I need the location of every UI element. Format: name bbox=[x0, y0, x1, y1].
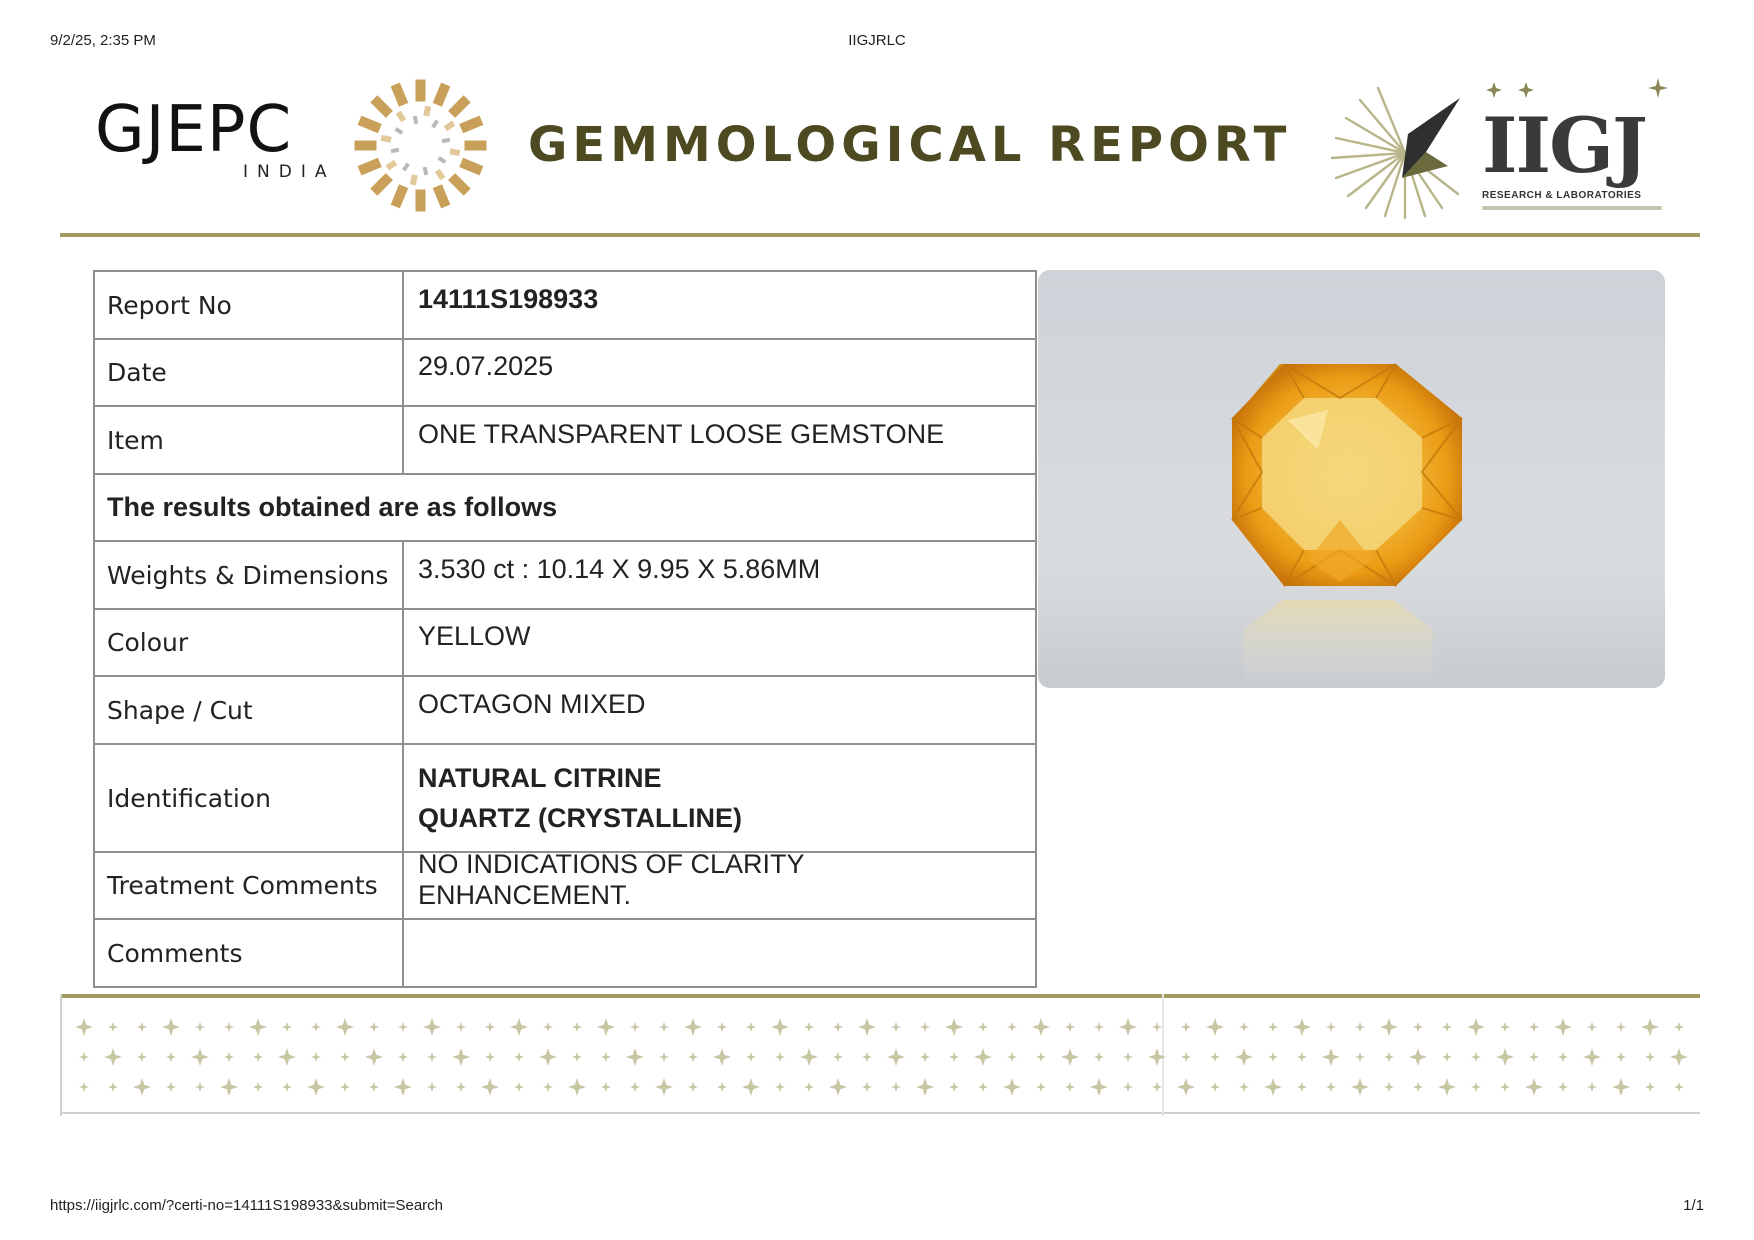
sparkle-icon bbox=[1123, 1082, 1133, 1092]
iigj-wordmark: IIGJ bbox=[1482, 101, 1646, 190]
sparkle-icon bbox=[1409, 1048, 1427, 1066]
sparkle-icon bbox=[394, 1078, 412, 1096]
sparkle-icon bbox=[1210, 1052, 1220, 1062]
sparkle-icon bbox=[572, 1022, 582, 1032]
print-footer bbox=[50, 1197, 1704, 1217]
identification-value bbox=[403, 744, 1036, 852]
sparkle-icon bbox=[340, 1052, 350, 1062]
sparkle-icon bbox=[688, 1082, 698, 1092]
sparkle-icon bbox=[253, 1082, 263, 1092]
weights-value: 3.530 ct : 10.14 X 9.95 X 5.86MM bbox=[418, 553, 821, 584]
item-value: ONE TRANSPARENT LOOSE GEMSTONE bbox=[418, 418, 945, 449]
sparkle-icon bbox=[336, 1018, 354, 1036]
sparkle-icon bbox=[1467, 1018, 1485, 1036]
sparkle-icon bbox=[1003, 1078, 1021, 1096]
sparkle-icon bbox=[833, 1052, 843, 1062]
sparkle-icon bbox=[891, 1022, 901, 1032]
shape-value: OCTAGON MIXED bbox=[418, 688, 646, 719]
sparkle-icon bbox=[1032, 1018, 1050, 1036]
sparkle-icon bbox=[572, 1052, 582, 1062]
sparkle-icon bbox=[945, 1018, 963, 1036]
sparkle-icon bbox=[804, 1022, 814, 1032]
sparkle-icon bbox=[195, 1022, 205, 1032]
sparkle-icon bbox=[1206, 1018, 1224, 1036]
sparkle-icon bbox=[1384, 1052, 1394, 1062]
print-url: https://iigjrlc.com/?certi-no=14111S198933&submit=Search bbox=[50, 1197, 443, 1214]
sparkle-icon bbox=[1355, 1052, 1365, 1062]
iigj-starburst-icon bbox=[1330, 78, 1480, 223]
decorative-star-pattern bbox=[60, 994, 1700, 1116]
sparkle-icon bbox=[800, 1048, 818, 1066]
sparkle-icon bbox=[1210, 1082, 1220, 1092]
sparkle-icon bbox=[485, 1022, 495, 1032]
table-row bbox=[94, 541, 1036, 609]
sparkle-icon bbox=[75, 1018, 93, 1036]
sparkle-icon bbox=[1326, 1082, 1336, 1092]
sparkle-icon bbox=[1036, 1052, 1046, 1062]
sparkle-icon bbox=[858, 1018, 876, 1036]
sparkle-icon bbox=[891, 1082, 901, 1092]
sparkle-icon bbox=[427, 1052, 437, 1062]
sparkle-icon bbox=[601, 1082, 611, 1092]
print-header bbox=[50, 32, 1704, 52]
sparkle-icon bbox=[771, 1018, 789, 1036]
sparkle-icon bbox=[137, 1022, 147, 1032]
sparkle-icon bbox=[481, 1078, 499, 1096]
gjepc-subtitle: INDIA bbox=[243, 162, 336, 182]
sparkle-icon bbox=[1384, 1082, 1394, 1092]
date-value: 29.07.2025 bbox=[418, 351, 554, 381]
sparkle-icon bbox=[485, 1052, 495, 1062]
sparkle-icon bbox=[1094, 1052, 1104, 1062]
treatment-value: NO INDICATIONS OF CLARITY ENHANCEMENT. bbox=[418, 848, 805, 910]
weights-label: Weights & Dimensions bbox=[94, 541, 403, 609]
sparkle-icon bbox=[1264, 1078, 1282, 1096]
table-row bbox=[94, 852, 1036, 919]
treatment-label: Treatment Comments bbox=[94, 852, 403, 919]
sparkle-icon bbox=[282, 1022, 292, 1032]
sparkle-icon bbox=[133, 1078, 151, 1096]
sparkle-icon bbox=[1583, 1048, 1601, 1066]
sparkle-icon bbox=[1554, 1018, 1572, 1036]
print-date: 9/2/25, 2:35 PM bbox=[50, 32, 156, 49]
sparkle-icon bbox=[137, 1052, 147, 1062]
sparkle-icon bbox=[1152, 1082, 1162, 1092]
header-divider bbox=[60, 233, 1700, 237]
sparkle-icon bbox=[1558, 1052, 1568, 1062]
sparkle-icon bbox=[1181, 1052, 1191, 1062]
sparkle-icon bbox=[684, 1018, 702, 1036]
sparkle-icon bbox=[398, 1052, 408, 1062]
sparkle-icon bbox=[1645, 1052, 1655, 1062]
sparkle-icon bbox=[1645, 1082, 1655, 1092]
sparkle-icon bbox=[108, 1082, 118, 1092]
sparkle-icon bbox=[162, 1018, 180, 1036]
sparkle-icon bbox=[108, 1022, 118, 1032]
sparkle-icon bbox=[1500, 1022, 1510, 1032]
sparkle-icon bbox=[423, 1018, 441, 1036]
shape-label: Shape / Cut bbox=[94, 676, 403, 744]
table-row bbox=[94, 474, 1036, 541]
star-pattern-row bbox=[75, 1018, 1688, 1096]
sparkle-icon bbox=[543, 1082, 553, 1092]
sparkle-icon bbox=[1297, 1052, 1307, 1062]
sparkle-icon bbox=[688, 1052, 698, 1062]
sparkle-icon bbox=[1061, 1048, 1079, 1066]
date-label: Date bbox=[94, 339, 403, 406]
sparkle-icon bbox=[1616, 1022, 1626, 1032]
table-row bbox=[94, 339, 1036, 406]
sparkle-icon bbox=[79, 1082, 89, 1092]
report-no-value: 14111S198933 bbox=[418, 283, 599, 314]
sparkle-icon bbox=[311, 1052, 321, 1062]
sparkle-icon bbox=[775, 1082, 785, 1092]
report-title: GEMMOLOGICAL REPORT bbox=[528, 117, 1292, 173]
sparkle-icon bbox=[191, 1048, 209, 1066]
sparkle-icon bbox=[514, 1052, 524, 1062]
sparkle-icon bbox=[1471, 1082, 1481, 1092]
sparkle-icon bbox=[369, 1022, 379, 1032]
sparkle-icon bbox=[626, 1048, 644, 1066]
sparkle-icon bbox=[1442, 1052, 1452, 1062]
sparkle-icon bbox=[1065, 1082, 1075, 1092]
sparkle-icon bbox=[1235, 1048, 1253, 1066]
table-row bbox=[94, 271, 1036, 339]
sparkle-icon bbox=[713, 1048, 731, 1066]
iigj-logo bbox=[1330, 78, 1670, 223]
sparkle-icon bbox=[974, 1048, 992, 1066]
sparkle-icon bbox=[278, 1048, 296, 1066]
sparkle-icon bbox=[1326, 1022, 1336, 1032]
colour-value: YELLOW bbox=[418, 621, 531, 651]
sparkle-icon bbox=[166, 1082, 176, 1092]
sparkle-icon bbox=[746, 1052, 756, 1062]
sparkle-icon bbox=[1119, 1018, 1137, 1036]
sparkle-icon bbox=[1674, 1022, 1684, 1032]
gjepc-wordmark: GJEPC bbox=[95, 93, 293, 167]
sparkle-icon bbox=[1355, 1022, 1365, 1032]
sparkle-icon bbox=[775, 1052, 785, 1062]
table-row bbox=[94, 919, 1036, 987]
table-row bbox=[94, 676, 1036, 744]
sparkle-icon bbox=[398, 1022, 408, 1032]
sparkle-icon bbox=[717, 1082, 727, 1092]
sparkle-icon bbox=[887, 1048, 905, 1066]
sparkle-icon bbox=[340, 1082, 350, 1092]
sparkle-icon bbox=[1641, 1018, 1659, 1036]
sparkle-icon bbox=[1123, 1052, 1133, 1062]
sparkle-icon bbox=[1442, 1022, 1452, 1032]
sparkle-icon bbox=[1413, 1082, 1423, 1092]
sparkle-icon bbox=[1152, 1022, 1162, 1032]
sparkle-icon bbox=[1612, 1078, 1630, 1096]
sparkle-icon bbox=[1268, 1052, 1278, 1062]
sparkle-icon bbox=[1177, 1078, 1195, 1096]
sparkle-icon bbox=[1181, 1022, 1191, 1032]
sparkle-icon bbox=[1297, 1082, 1307, 1092]
sparkle-icon bbox=[369, 1082, 379, 1092]
sparkle-icon bbox=[514, 1082, 524, 1092]
sparkle-icon bbox=[282, 1082, 292, 1092]
sparkle-icon bbox=[1529, 1052, 1539, 1062]
sparkle-icon bbox=[543, 1022, 553, 1032]
sparkle-icon bbox=[1239, 1082, 1249, 1092]
sparkle-icon bbox=[224, 1052, 234, 1062]
sparkle-icon bbox=[916, 1078, 934, 1096]
report-no-label: Report No bbox=[94, 271, 403, 339]
sparkle-icon bbox=[1471, 1052, 1481, 1062]
sparkle-icon bbox=[920, 1022, 930, 1032]
sparkle-icon bbox=[307, 1078, 325, 1096]
sparkle-icon bbox=[1065, 1022, 1075, 1032]
results-heading: The results obtained are as follows bbox=[94, 474, 1036, 541]
sparkle-icon bbox=[597, 1018, 615, 1036]
sparkle-icon bbox=[601, 1052, 611, 1062]
gemstone-photo bbox=[1038, 270, 1665, 688]
sparkle-icon bbox=[166, 1052, 176, 1062]
table-row bbox=[94, 744, 1036, 852]
identification-label: Identification bbox=[94, 744, 403, 852]
sparkle-icon bbox=[1351, 1078, 1369, 1096]
sparkle-icon bbox=[630, 1082, 640, 1092]
sparkle-icon bbox=[1587, 1082, 1597, 1092]
sparkle-icon bbox=[746, 1022, 756, 1032]
sparkle-icon bbox=[568, 1078, 586, 1096]
sparkle-icon bbox=[452, 1048, 470, 1066]
sparkle-icon bbox=[1670, 1048, 1688, 1066]
sparkle-icon bbox=[1616, 1052, 1626, 1062]
sparkle-icon bbox=[833, 1022, 843, 1032]
sparkle-icon bbox=[1438, 1078, 1456, 1096]
sparkle-icon bbox=[630, 1022, 640, 1032]
sparkle-icon bbox=[1558, 1082, 1568, 1092]
sparkle-icon bbox=[220, 1078, 238, 1096]
sparkle-icon bbox=[195, 1082, 205, 1092]
sparkle-icon bbox=[949, 1052, 959, 1062]
comments-value bbox=[403, 919, 1036, 987]
sparkle-icon bbox=[978, 1022, 988, 1032]
sparkle-icon bbox=[949, 1082, 959, 1092]
gjepc-emblem-icon bbox=[353, 78, 488, 213]
sparkle-icon bbox=[311, 1022, 321, 1032]
identification-line-2: QUARTZ (CRYSTALLINE) bbox=[418, 803, 742, 833]
sparkle-icon bbox=[104, 1048, 122, 1066]
gjepc-logo bbox=[95, 78, 495, 208]
sparkle-icon bbox=[742, 1078, 760, 1096]
sparkle-icon bbox=[1413, 1022, 1423, 1032]
sparkle-icon bbox=[1036, 1082, 1046, 1092]
colour-label: Colour bbox=[94, 609, 403, 676]
item-label: Item bbox=[94, 406, 403, 474]
sparkle-icon bbox=[1094, 1022, 1104, 1032]
table-row bbox=[94, 609, 1036, 676]
octagon-gemstone-image bbox=[1038, 270, 1665, 688]
table-row bbox=[94, 406, 1036, 474]
print-page-number: 1/1 bbox=[1683, 1197, 1704, 1214]
sparkle-icon bbox=[249, 1018, 267, 1036]
sparkle-icon bbox=[920, 1052, 930, 1062]
sparkle-icon bbox=[659, 1022, 669, 1032]
sparkle-icon bbox=[224, 1022, 234, 1032]
sparkle-icon bbox=[456, 1082, 466, 1092]
sparkle-icon bbox=[655, 1078, 673, 1096]
sparkle-icon bbox=[659, 1052, 669, 1062]
sparkle-icon bbox=[510, 1018, 528, 1036]
sparkle-icon bbox=[1529, 1022, 1539, 1032]
sparkle-icon bbox=[1293, 1018, 1311, 1036]
sparkle-icon bbox=[253, 1052, 263, 1062]
sparkle-icon bbox=[829, 1078, 847, 1096]
comments-label: Comments bbox=[94, 919, 403, 987]
print-title: IIGJRLC bbox=[848, 32, 906, 49]
sparkle-icon bbox=[1496, 1048, 1514, 1066]
sparkle-icon bbox=[804, 1082, 814, 1092]
sparkle-icon bbox=[1674, 1082, 1684, 1092]
sparkle-icon bbox=[1500, 1082, 1510, 1092]
identification-line-1: NATURAL CITRINE bbox=[418, 763, 662, 793]
sparkle-icon bbox=[79, 1052, 89, 1062]
sparkle-icon bbox=[1380, 1018, 1398, 1036]
sparkle-icon bbox=[862, 1082, 872, 1092]
sparkle-icon bbox=[862, 1052, 872, 1062]
report-table bbox=[93, 270, 1037, 988]
sparkle-icon bbox=[1007, 1052, 1017, 1062]
sparkle-icon bbox=[1090, 1078, 1108, 1096]
sparkle-icon bbox=[1587, 1022, 1597, 1032]
sparkle-icon bbox=[717, 1022, 727, 1032]
iigj-subtitle: RESEARCH & LABORATORIES bbox=[1482, 190, 1642, 201]
sparkle-icon bbox=[365, 1048, 383, 1066]
sparkle-icon bbox=[539, 1048, 557, 1066]
sparkle-icon bbox=[427, 1082, 437, 1092]
sparkle-icon bbox=[456, 1022, 466, 1032]
iigj-tagline-bar bbox=[1482, 206, 1662, 210]
sparkle-icon bbox=[1525, 1078, 1543, 1096]
sparkle-icon bbox=[1268, 1022, 1278, 1032]
sparkle-icon bbox=[1007, 1022, 1017, 1032]
sparkle-icon bbox=[978, 1082, 988, 1092]
sparkle-icon bbox=[1322, 1048, 1340, 1066]
sparkle-icon bbox=[1239, 1022, 1249, 1032]
